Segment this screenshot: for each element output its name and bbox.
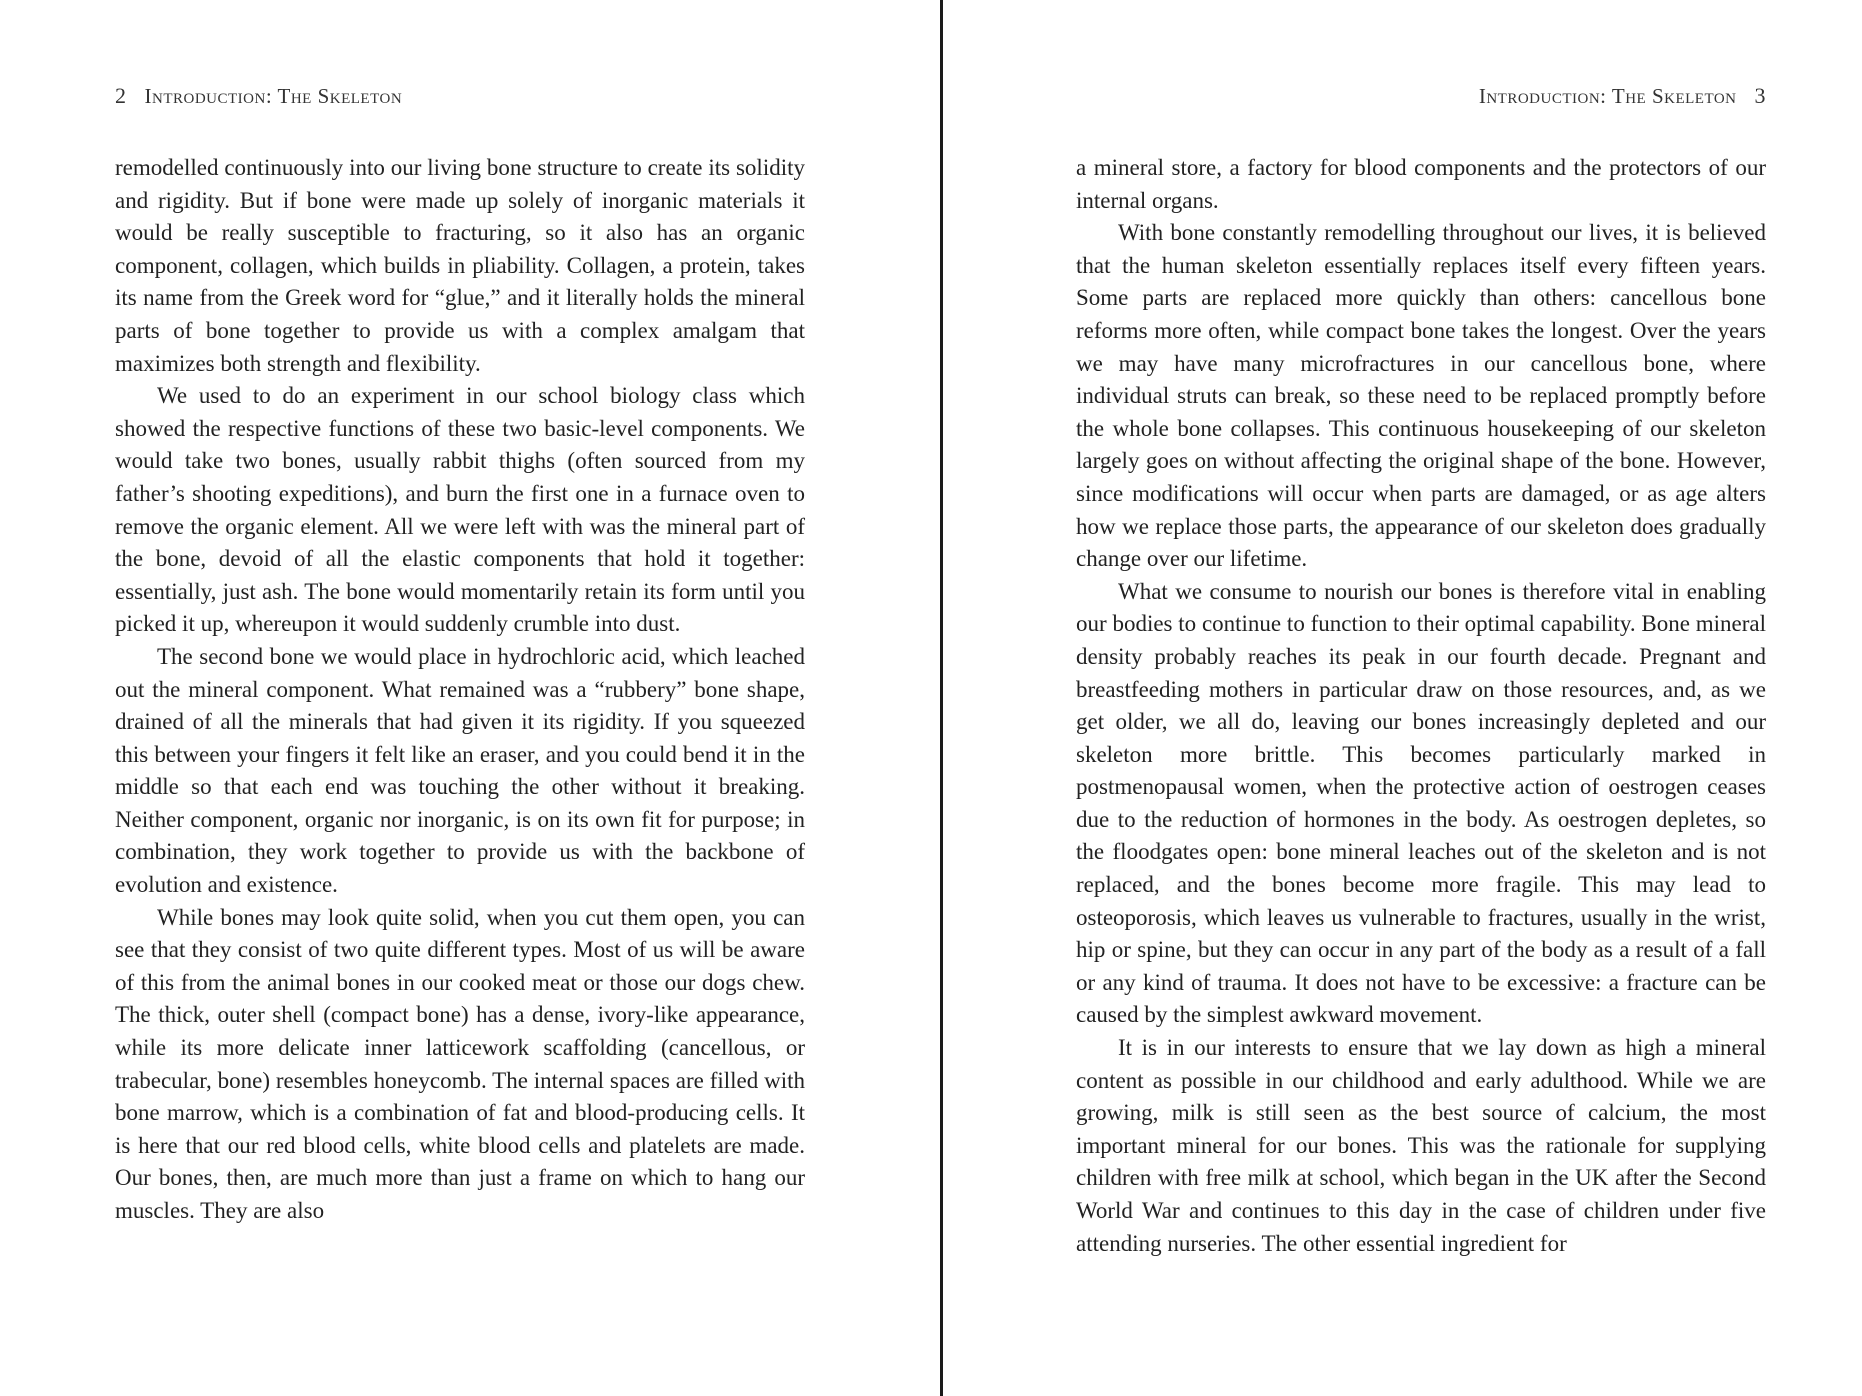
- right-page-body: [1076, 152, 1766, 1260]
- running-head-title-left: Introduction: The Skeleton: [144, 84, 403, 108]
- page-gutter-line: [940, 0, 943, 1396]
- paragraph: a mineral store, a factory for blood components and the protectors of our internal organs.: [1076, 155, 1766, 213]
- page-number-right: 3: [1754, 83, 1766, 108]
- paragraph: While bones may look quite solid, when you cut them open, you can see that they consist of two quite different types. Most of us will be aware of this from the animal bones in our cooked meat or those our dogs chew. The thick, outer shell (compact bone) has a dense, ivory-like appearance, while its more delicate inner latticework scaffolding (cancellous, or trabecular, bone) resembles honeycomb. The internal spaces are filled with bone marrow, which is a combination of fat and blood-producing cells. It is here that our red blood cells, white blood cells and platelets are made. Our bones, then, are much more than just a frame on which to hang our muscles. They are also: [115, 904, 805, 1223]
- paragraph: It is in our interests to ensure that we lay down as high a mineral content as possible in our childhood and early adulthood. While we are growing, milk is still seen as the best source of calcium, the most important mineral for our bones. This was the rationale for supplying children with free milk at school, which began in the UK after the Second World War and continues to this day in the case of children under five attending nurseries. The other essential ingredient for: [1076, 1035, 1766, 1256]
- left-page-body: [115, 152, 805, 1228]
- paragraph: What we consume to nourish our bones is therefore vital in enabling our bodies to continue to function to their optimal capability. Bone mineral density probably reaches its peak in our fourth decade. Pregnant and breastfeeding mothers in particular draw on those resources, and, as we get older, we all do, leaving our bones increasingly depleted and our skeleton more brittle. This becomes particularly marked in postmenopausal women, when the protective action of oestrogen ceases due to the reduction of hormones in the body. As oestrogen depletes, so the floodgates open: bone mineral leaches out of the skeleton and is not replaced, and the bones become more fragile. This may lead to osteoporosis, which leaves us vulnerable to fractures, usually in the wrist, hip or spine, but they can occur in any part of the body as a result of a fall or any kind of trauma. It does not have to be excessive: a fracture can be caused by the simplest awkward movement.: [1076, 578, 1766, 1028]
- running-head-left: [115, 84, 805, 124]
- page-number-left: 2: [115, 83, 127, 108]
- running-head-right: [1076, 84, 1766, 124]
- paragraph: With bone constantly remodelling throughout our lives, it is believed that the human skeleton essentially replaces itself every fifteen years. Some parts are replaced more quickly than others: cancellous bone reforms more often, while compact bone takes the longest. Over the years we may have many microfractures in our cancellous bone, where individual struts can break, so these need to be replaced promptly before the whole bone collapses. This continuous housekeeping of our skeleton largely goes on without affecting the original shape of the bone. However, since modifications will occur when parts are damaged, or as age alters how we replace those parts, the appearance of our skeleton does gradually change over our lifetime.: [1076, 220, 1766, 572]
- right-page: [1076, 84, 1766, 1260]
- left-page: [115, 84, 805, 1228]
- running-head-title-right: Introduction: The Skeleton: [1478, 84, 1737, 108]
- paragraph: We used to do an experiment in our school biology class which showed the respective functions of these two basic-level components. We would take two bones, usually rabbit thighs (often sourced from my father’s shooting expeditions), and burn the first one in a furnace oven to remove the organic element. All we were left with was the mineral part of the bone, devoid of all the elastic components that hold it together: essentially, just ash. The bone would momentarily retain its form until you picked it up, whereupon it would suddenly crumble into dust.: [115, 383, 805, 637]
- paragraph: The second bone we would place in hydrochloric acid, which leached out the mineral component. What remained was a “rubbery” bone shape, drained of all the minerals that had given it its rigidity. If you squeezed this between your fingers it felt like an eraser, and you could bend it in the middle so that each end was touching the other without it breaking. Neither component, organic nor inorganic, is on its own fit for purpose; in combination, they work together to provide us with the backbone of evolution and existence.: [115, 643, 805, 898]
- paragraph: remodelled continuously into our living bone structure to create its solidity and rigidity. But if bone were made up solely of inorganic materials it would be really susceptible to fracturing, so it also has an organic component, collagen, which builds in pliability. Collagen, a protein, takes its name from the Greek word for “glue,” and it literally holds the mineral parts of bone together to provide us with a complex amalgam that maximizes both strength and flexibility.: [115, 155, 805, 376]
